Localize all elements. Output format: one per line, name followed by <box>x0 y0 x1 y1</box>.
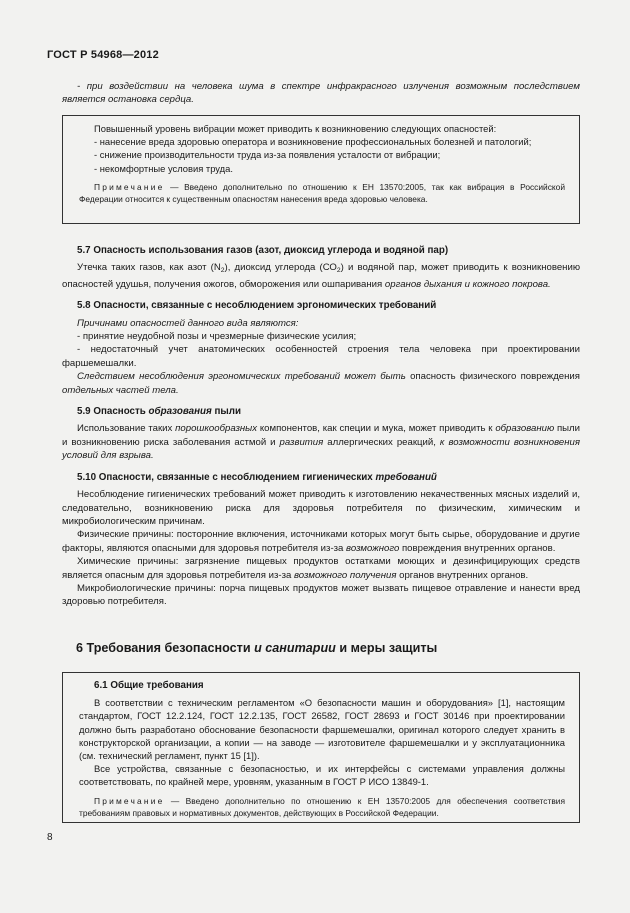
section-5-8-consequence: Следствием несоблюдения эргономических требований может быть опасность физического повреждения отдельных частей тела. <box>62 371 580 396</box>
general-requirements-box <box>62 672 580 823</box>
section-5-9-text: Использование таких порошкообразных компонентов, как специи и мука, может приводить к образованию пыли и возникновению риска заболевания астмой и развития аллергических реакций, к возможности возникновения условий для взрыва. <box>62 423 581 462</box>
section-5-8-heading: 5.8 Опасности, связанные с несоблюдением эргономических требований <box>77 300 437 312</box>
section-5-10-p2: Физические причины: посторонние включения, источниками которых могут быть сырье, оборудование и другие факторы, являются опасными для здоровья потребителя из-за возможного повреждения внутренних органов. <box>62 529 580 554</box>
vibration-line-1: Повышенный уровень вибрации может приводить к возникновению следующих опасностей: <box>94 123 497 134</box>
section-6-1-p1: В соответствии с техническим регламентом «О безопасности машин и оборудования» [1], настоящим стандартом, ГОСТ 12.2.124, ГОСТ 12.2.135, ГОСТ 26582, ГОСТ 28693 и ГОСТ 30146 при проектировании должно быть разработано обоснование безопасности фаршемешалки, оригинал которого следует хранить в конструкторской организации, а копии — на заводе — изготовителе фаршемешалки и у эксплуатационника (см. технический регламент, пункт 15 [1]). <box>79 697 565 762</box>
section-5-7-heading: 5.7 Опасность использования газов (азот, диоксид углерода и водяной пар) <box>77 245 449 256</box>
section-5-7-text: Утечка таких газов, как азот $(N_2)$, диоксид углерода $(СО_2)$ и водяной пар, может приводить к возникновению опасностей удушья, получения ожогов, обморожения или ошпаривания органов дыхания и кожного покрова. <box>62 262 581 290</box>
document-code: ГОСТ Р 54968—2012 <box>47 49 159 61</box>
sections-5 <box>62 244 580 609</box>
section-6-1-p2: Все устройства, связанные с безопасностью, и их интерфейсы с системами управления должны соответствовать, по крайней мере, уровням, указанным в ГОСТ Р ИСО 13849-1. <box>79 763 565 788</box>
vibration-line-4: - некомфортные условия труда. <box>94 162 233 174</box>
vibration-note <box>79 181 565 206</box>
section-6-heading: 6 Требования безопасности и санитарии и меры защиты <box>76 641 438 655</box>
section-5-10-p1: Несоблюдение гигиенических требований может приводить к изготовлению некачественных мясных изделий и, следовательно, возникновению риска для здоровья потребителя по физическим, химическим и микробиологическим причинам. <box>62 489 580 527</box>
vibration-line-2: - нанесение вреда здоровью оператора и возникновение профессиональных болезней и патологий; <box>94 136 532 148</box>
section-5-8-reasons: Причинами опасностей данного вида являются: <box>77 317 299 329</box>
section-5-10-p3: Химические причины: загрязнение пищевых продуктов остатками моющих и дезинфицирующих средств является опасным для здоровья потребителя из-за возможного получения органов внутренних органов. <box>62 556 580 581</box>
note-label: Примечание <box>94 795 165 806</box>
vibration-line-3: - снижение производительности труда из-за появления усталости от вибрации; <box>94 149 441 161</box>
section-5-9-heading: 5.9 Опасность образования пыли <box>77 406 242 418</box>
note-text: — Введено дополнительно по отношению к ЕН 13570:2005 для обеспечения соответствия требованиям правовых и нормативных документов, действующих в Российской Федерации. <box>79 795 565 819</box>
page-number: 8 <box>47 832 53 843</box>
section-6-1-heading: 6.1 Общие требования <box>94 680 204 691</box>
section-6-1-note <box>79 795 565 820</box>
intro-italic-text: при воздействии на человека шума в спектре инфракрасного излучения возможным последствием является остановка сердца. <box>62 81 580 106</box>
section-5-10-heading: 5.10 Опасности, связанные с несоблюдением гигиенических требований <box>77 471 437 483</box>
note-label: Примечание <box>94 181 165 192</box>
section-5-8-item-1: - принятие неудобной позы и чрезмерные физические усилия; <box>77 331 357 343</box>
section-5-10-p4: Микробиологические причины: порча пищевых продуктов может вызвать пищевое отравление и нанести вред здоровью потребителя. <box>62 582 580 608</box>
vibration-box <box>62 115 580 224</box>
intro-paragraph: - при воздействии на человека шума в спектре инфракрасного излучения возможным последствием является остановка сердца. <box>62 81 580 106</box>
note-text: — Введено дополнительно по отношению к ЕН 13570:2005, так как вибрация в Российской Федерации относится к существенным опасностям нанесения вреда здоровью человека. <box>79 181 565 205</box>
section-5-8-item-2: - недостаточный учет анатомических особенностей строения тела человека при проектировании фаршемешалки. <box>62 344 580 369</box>
